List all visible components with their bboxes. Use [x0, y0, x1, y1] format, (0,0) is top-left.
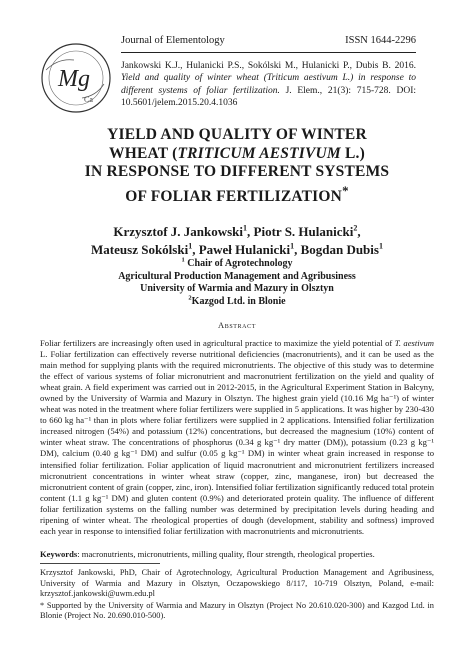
citation-block	[121, 60, 416, 110]
abstract-body: Foliar fertilizers are increasingly often used in agricultural practice to maximize the yield potential of T. aestivum L. Foliar fertilization can effectively reverse nutritional deficiencies (macronutrients), and it can be used as the main method for supplying plants with the required micronutrients. The objective of this study was to determine the effect of various systems of foliar micronutrient and macronutrient fertilization on the yield and quality of wheat grain. A field experiment was carried out in 2012-2015, in the Agricultural Experiment Station in Bałcyny, owned by the University of Warmia and Mazury in Olsztyn. The highest grain yield (10.16 Mg ha⁻¹) of winter wheat was noted in the treatment where foliar fertilizers were supplied in 5 applications. It was higher by 230-430 to 660 kg ha⁻¹ than in plots where foliar fertilizers were supplied in 2 applications. Intensified foliar fertilization increased nitrogen (54%) and potassium (12%) concentrations, but decreased the magnesium (10%) content of winter wheat straw. The concentrations of phosphorus (0.34 g kg⁻¹ dry matter (DM)), potassium (0.23 g kg⁻¹ DM), calcium (0.40 g kg⁻¹ DM) and sulfur (0.05 g kg⁻¹ DM) in winter wheat grain increased in response to intensified foliar fertilization. Foliar application of liquid macronutrient and micronutrient fertilizers increased micronutrient concentrations in winter wheat straw (copper, zinc, manganese, iron) but decreased the micronutrient content of grain (copper, zinc, iron). Intensified foliar fertilization significantly reduced total protein content (1.1 g kg⁻¹ DM) and gluten content (0.9%) and deteriorated protein quality. The influence of different foliar fertilization systems on the falling number was determined by precipitation levels during heading and ripening of winter wheat. The rheological properties of dough (development, stability and softness) improved each year in response to intensified foliar fertilization with macronutrients and micronutrients.	[40, 338, 434, 536]
keywords-text: : macronutrients, micronutrients, milling quality, flour strength, rheological properties.	[77, 549, 375, 559]
author-name: Bogdan Dubis	[300, 241, 379, 257]
author-name: Krzysztof J. Jankowski	[113, 224, 244, 239]
affiliations: $^1$ Chair of Agrotechnology Agricultural Production Management and Agribusiness University of Warmia and Mazury in Olsztyn $^2$Kazgod Ltd. in Blonie	[118, 256, 356, 307]
funding-note: * Supported by the University of Warmia and Mazury in Olsztyn (Project No 20.610.020-300) and Kazgod Ltd. in Blonie (Project No. 20.690.010-500).	[40, 600, 434, 621]
keywords	[40, 549, 434, 560]
keywords-label: Keywords	[40, 549, 78, 559]
logo-ca-text: Ca	[84, 95, 93, 104]
citation-authors: Jankowski K.J., Hulanicki P.S., Sokólski M., Hulanicki P., Dubis B. 2016.	[121, 61, 416, 71]
author-name: Piotr S. Hulanicki	[253, 224, 354, 239]
author-name: Paweł Hulanicki	[198, 241, 291, 257]
abstract-heading: Abstract	[218, 320, 256, 330]
running-header	[121, 35, 416, 49]
corresponding-author-note: Krzysztof Jankowski, PhD, Chair of Agrotechnology, Agricultural Production Management and Agribusiness, University of Warmia and Mazury in Olsztyn, Oczapowskiego 8/117, 10-719 Olsztyn, Poland, e-mail: krzysztof.jankowski@uwm.edu.pl	[40, 568, 434, 599]
journal-name: Journal of Elementology	[121, 35, 225, 46]
journal-logo-icon	[38, 40, 114, 116]
author-name: Mateusz Sokólski	[91, 241, 189, 257]
header-divider	[121, 52, 416, 53]
logo-mg-text: Mg	[58, 66, 90, 92]
issn: ISSN 1644-2296	[345, 35, 416, 46]
footnotes	[40, 568, 434, 623]
footnote-divider	[40, 563, 160, 564]
author-list: Krzysztof J. Jankowski$^1$, Piotr S. Hulanicki$^2$, Mateusz Sokólski$^1$, Paweł Hulanicki$^1$, Bogdan Dubis$^1$	[91, 223, 383, 257]
citation-source: J. Elem., 21(3): 715-728. DOI: 10.5601/jelem.2015.20.4.1036	[121, 85, 417, 109]
citation-title: Yield and quality of winter wheat (Triticum aestivum L.) in response to different systems of foliar fertilization.	[121, 73, 416, 96]
article-title: YIELD AND QUALITY OF WINTER WHEAT (TRITICUM AESTIVUM L.) IN RESPONSE TO DIFFERENT SYSTEMS OF FOLIAR FERTILIZATION*	[84, 126, 390, 205]
